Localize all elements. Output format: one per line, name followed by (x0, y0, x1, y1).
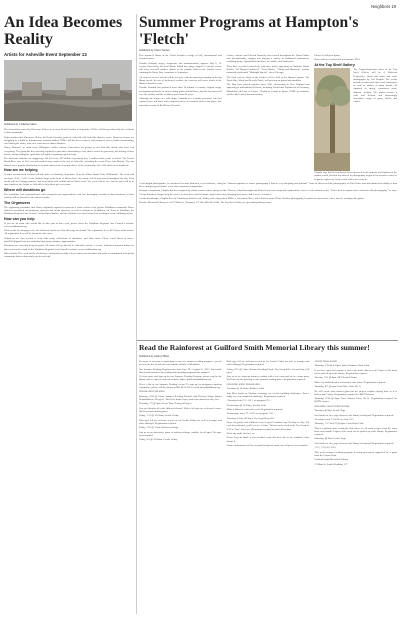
bottom-article (139, 343, 397, 467)
bottom-paragraph: Friday, 8/15 @ 11am: Summer Reading Finale: Toy Swap & Ice Cream Party (All ages) (226, 367, 310, 374)
section-divider (137, 340, 398, 341)
bottom-paragraph: Thursday, 8/7 @ 6pm: Paint Nite: Glass (Pt 1) (314, 385, 361, 389)
tree-photo (314, 68, 350, 171)
bottom-paragraph: Saturdays @ 9am: Gentle Yoga (314, 437, 346, 441)
right-article-columns (139, 54, 397, 182)
bottom-article-title: Read the Rainforest at Guilford Smith Memorial Library this summer! (139, 343, 370, 352)
bottom-paragraph: Tuesdays @ 10:30am: Builder's Club (226, 387, 265, 391)
bottom-paragraph: This is a potluck style cookbook club where we all make recipes from the same book each month. Copies of the book can be picked up at the library. Registration required. (314, 426, 398, 437)
bottom-column-3 (314, 360, 397, 467)
right-paragraph: Claudia Schmidt, singer, songwriter and instrumentalist, appears July 6, 11. Avenue Dow-nieby, the local Rhode Island duo, plays August 15 and the season will close out with another edition of the popular Bach in the Garden series, featuring the Davis Duo, sometime in September. (139, 61, 222, 75)
bottom-paragraph: Tuesdays in July (all day): Toy Swap Drop Off (226, 416, 274, 420)
left-paragraph: Nancy Bimmell, an artist from Willington, rallied eastern Connecticut art groups to aid Asheville artists who have lost everything. The group has been meeting regularly to plan this extraordinary event, that is rooted in generosity, the sharing of their talents, and providing the spark that will ignite community spirit to help. (4, 146, 134, 156)
bottom-paragraph: -Tuesdays from 7/1 - 8/12, no program 7/15 (226, 399, 271, 403)
bottom-paragraph: Tuesdays @ 9am: Gentle Yoga (314, 409, 346, 413)
right-paragraph: The Duo have played together since 2001, performing in New England and appearing in international festivals, including Gucheldorf Zapfstreich in Germany, Mandolines & Luné in France, Ciudad de Cristal in Spain, FAMF in Australia, and the 4th Festival Internacional de (226, 83, 310, 96)
right-article-title: Summer Programs at Hampton's 'Fletch' (139, 14, 359, 48)
bottom-paragraph: Join us for an interactive game of rainforest bingo, suitable for all ages! No sign-up is required. (139, 430, 222, 437)
bottom-article-columns (139, 360, 397, 467)
bottom-paragraph: This year's summer reading program is being generously supported by a grant from the Pequot Trust. (314, 450, 398, 457)
bottom-paragraph: -Tuesdays from 7/1-8/26; no class 7/15 (314, 417, 354, 421)
page-header-neighbors: Neighbors 19 (371, 4, 396, 9)
left-article-caption: Submitted by Catherine Shees (4, 123, 37, 126)
bottom-paragraph: Wednesdays from 7/2 - 8/13; no program 7/16 (226, 412, 273, 416)
bottom-paragraph: Thursday, 7/3 @ 5pm: Peeps Taste Testing (all ages) (139, 402, 192, 406)
right-paragraph: Plectro La Rioja in Spain. (314, 54, 341, 57)
right-article-byline: Submitted by Janice Trecker (139, 49, 170, 52)
right-paragraph: All concerts are free and all will be at 6 p.m. with the musicians playing on the big library porch. In case of inclement weather, the concerts will move inside to the library's function room. (139, 75, 222, 85)
left-heading-how-help: How can you help (4, 216, 35, 221)
bottom-column-2 (227, 360, 310, 467)
bottom-paragraph: Kids ages 2-6 are welcome to join us for Foodie Friday (as well as younger and older siblings)! Registration required. (226, 360, 310, 367)
bottom-paragraph: ONGOING KIDS' PROGRAMS: (226, 382, 261, 386)
right-paragraph: They have recorded extensively with their music appearing on National Public Radio's "All Things Considered," "From Ripley," "Hurdy and Shamrock," and the nationally syndicated "Midnight Special" out of Chicago. (226, 64, 310, 75)
right-paragraph: Perhaps as important, Chaplin has been inspired by classic nature writers and poets like Thoreau, John Burroughs and Robert Frost who eloquently captured the essence of the natural world. "I have tried to capture these moments with photography," he says. "I hope that these images help the viewer to slow down and let nature inspire them also, bringing them peace and a sense of wonder." (139, 189, 397, 196)
left-heading-donations: Where will donations go (4, 187, 46, 192)
right-column-3 (314, 54, 397, 182)
bottom-paragraph: Thursday, 7/24 @ 6:30pm: Spicy Romance Book Club (314, 364, 370, 368)
left-paragraph: If you are an artist who would like to take part in this event, please check the Windham Regional Arts Council's website: www.windhamarts.org (4, 221, 134, 228)
bottom-paragraph: Guilford Smith Memorial Library (314, 458, 349, 462)
bottom-paragraph: Drop off gently used children's toys in good condition any Tuesday in July. For each item donated, you'll receive 1 ticket. Tickets can be used at the Toy Swap on 8/15 to "buy" new toys. (Donations accepted at staff's discretion. (226, 421, 310, 431)
bottom-paragraph: Everyone is welcome to participate in our free summer reading program - you do not need to live in and can read outside outside of Windham! (139, 360, 222, 367)
bottom-paragraph: Friday, 8/1 @ 10:30am: Foodie Friday (139, 438, 178, 442)
bottom-paragraph: We will create faux stained glass but the project requires drying time so it is broken into 2 parts. Registration required for BOTH classes. (314, 389, 398, 396)
bottom-paragraph: Our Summer Reading Program runs from June 28 - August 15, 2025. Earn raffle tickets and incentives by reading and attending programs this summer! (139, 367, 222, 374)
right-paragraph: Although she began as a folk singer, Schmidt is a versatile performer who has explored jazz and blues and composed pieces for musical theater and plays. She currently records on Red House Records. (139, 97, 222, 107)
left-paragraph: The organizing committee that Nancy originally organized represents a cross section of the greater Windham community. Bruce John has assembled entertainment, sponsors and media sponsors, as well as volunteers. In addition, the Town of Windham, the Windham Regional Arts Council, Artists Open Studios, and the Ashford Area Arts Council are working to send exhibiting artists. (4, 205, 134, 215)
right-column-2 (227, 54, 310, 182)
left-article-title: An Idea Becomes Reality (4, 14, 123, 48)
bottom-paragraph: Join us as we wrap up summer reading with a toy swap and an ice cream party. We'll also do the drawing for the summer reading prizes. Registration required. (226, 375, 310, 382)
left-paragraph: The committee has communicated with non-profit arts organizations, and has thoroughly considered that donations in their entirety will be directed to the affected artists. (4, 192, 134, 199)
left-paragraph: Volunteers are also needed to help with setup, collections of donations, and other tasks. Please email Bruce at bruce-john2051@gmail.com for individual and group volunteer opportunities. (4, 236, 134, 244)
bottom-paragraph: Join Miss Sarah on Tuesday mornings for weekly building challenges. Turn a fudge for each completed challenge! Registration required. (226, 391, 310, 398)
right-paragraph: Claudia Schmidt has produced more than 16 albums of mostly original songs, accompanying herself on twelve-string guitar and dulcimer, and she has toured all over the country and the world for more than 45 years. (139, 86, 222, 96)
right-paragraph: A self-taught photographer, he mentions Freeman Patterson, as an influence, citing his "abstract approach to nature photography I find so very intriguing and spiritual." Later he discovered the photography of Eliot Porter and and admired his ability to turn the seemingly typical nature scene into a dynamic composition. (139, 181, 397, 189)
bottom-paragraph: Kids ages 2-6 are welcome to join us for Foodie Friday (as well as younger and older siblings)! Registration required. (139, 418, 222, 425)
bottom-paragraph: ONGOING ADULT PROGRAMS: (314, 404, 350, 408)
left-heading-organizers: The Organizers (4, 200, 31, 205)
left-article (4, 14, 134, 260)
bottom-paragraph: Friday, 7/25 @ 11am: Rainforest Bingo (139, 426, 179, 430)
right-heading-top-shelf: At the Top Shelf Gallery (314, 63, 355, 68)
bottom-paragraph: Here's a list of our Summer Reading events. To sign up for programs requiring registration, please call the library at 860-423-5159 or email sbrrya@bibliary.org. (139, 382, 222, 389)
bottom-paragraph: Visit: any audit, hid-nes, etc. (226, 431, 256, 435)
right-paragraph: Done and tone of this final performance TBA. (314, 58, 361, 62)
left-paragraph: The devastation caused by Hurricane Helene in western North Carolina in September 2024 is still being endured by the residents of that community. (4, 128, 134, 135)
bottom-paragraph: Make a different craft each week! Registration required. (226, 407, 283, 411)
right-paragraph: Aubrey Atwater and Elwood Donnelly have toured throughout the United States and internationally, singing and playing a variety of traditional instruments, including banjo, Appalachian dulcimer, tin whistle, and limberjack. (226, 54, 310, 64)
tree-photo-image (314, 68, 350, 171)
bottom-paragraph: Tuesday, 7/31 @ 6pm: DIY Beaded Plants (314, 376, 357, 380)
bottom-paragraph: -7/12, 7/19, 8/2, 8/16 (314, 446, 336, 450)
bottom-paragraph: Join Sarah for free yoga classes in the library's backyard! Registration required. (314, 441, 394, 445)
right-paragraph: Fletcher Memorial Library is at 257 Main St., Hampton, CT. Info 860-455-1086. The Top Shelf Gallery is open during library hours. (139, 201, 272, 205)
bottom-paragraph: If you love spicy hot romances, this is the book club for you! Copies of the book can be picked up at the library. Registration required. (314, 368, 398, 375)
left-heading-helping: How are we helping (4, 168, 38, 173)
left-paragraph: Click on the Events page to see the dedicated Artists for Asheville page for details. The registration fee is $55.00 per artist station. All registration fees will be donated to the cause. (4, 229, 134, 236)
bottom-paragraph: Friday, 7/11 @ 10:30am: Foodie Friday (139, 414, 179, 418)
bottom-paragraph: Thursday, 7/17 & 8/21 @ 6pm: Cook Book Club (314, 422, 364, 426)
hurricane-flood-photo (4, 60, 132, 121)
right-column-1 (139, 54, 222, 182)
bottom-paragraph: Games and puzzles will be accepted but please make sure all pieces are included. (226, 443, 308, 447)
left-paragraph: Eight months after Hurricane Helene hit North Carolina, parts of Asheville still look like disaster zones. Business owners are struggling to rebuild as infrastructure remains stalled, FEMA aid has been reduced, and proposed cuts to public broadcasting, vital during the storm, raise new concerns for future disasters. (4, 135, 134, 145)
bottom-paragraph: To learn more and sign up for our Summer Reading Program, please stop by the library and see staff or visit our website: https://guilfordsmithlibrary.org. (139, 375, 222, 382)
right-paragraph: The August-September show at the Top Shelf Gallery will be A Different Perspective, black and white and color photographs by Jeff Chaplin. The works include wooded and other rural landscapes as well as studies of plant details, all captured in strong, sometimes semi-abstract, designs. The photos feature a wide and delicate and surprisingly descriptive range of grays, blacks and whites. (353, 68, 398, 104)
bottom-paragraph: Saturday, 6/28 @ 10am: Summer Reading Kickoff with Horizon Wings Raptor Rehabilitation (All ages) - Meet live birds of prey and learn about how they live. (139, 394, 222, 401)
bottom-paragraph: ADULT PROGRAMS (314, 360, 337, 363)
bottom-paragraph: 17 Main St, South Windham, CT (314, 462, 348, 466)
left-paragraph: The hurricane statistics are staggering: 104 lives lost, $53 billion in property loss, 3 million cubic yards of debris. The French Broad River rose to 24.5 feet and washed away much of the city of Asheville, including the iconic River Arts District. The arts district was a popular destination for tourists and was an economic driver of the community. Over 300 artists were displaced. (4, 157, 134, 167)
right-paragraph: This summer's Music at the Fletch includes a range of folk, international and classical music. (139, 54, 222, 61)
flood-photo-image (4, 60, 132, 121)
bottom-column-1 (139, 360, 222, 467)
left-paragraph: Donations are currently being accepted. All funds will go directly to Asheville's artists. A secure, dedicated donation button for this event can be found on the Windham Regional Arts Council's website: www.windhamarts.org (4, 244, 134, 251)
right-paragraph: A retired landscaper, Chaplin lives in Canterbury with his wife, Kathy, and a dog named Millie, a cat named Olive, and a chicken named Fluff. Besides photography, he paints in watercolors, hikes, travels, and plays the guitar. (139, 197, 365, 201)
left-paragraph: Other details: The event will be alcohol-free and family friendly. Please mark your calendars and make a commitment to help this community that so desperately needs our help! (4, 252, 134, 259)
bottom-paragraph: Join Sarah for free yoga classes in the library's backyard! Registration required. (314, 413, 394, 417)
right-paragraph: Chaplin says that he has always been interested in the patterns and rhythms of the natural world, but that his interest in photography began in his twenties when he began to explore the local woods with a new camera. (314, 171, 398, 181)
right-paragraph: The final concert, Bach in the Garden will be held in the library's garden. The Davis Duo, Mark and Beverly Davis, will perform on guitar and mandolin. (226, 75, 310, 82)
left-paragraph: A major art and music festival will take place on Saturday, September 13 in the Jillson Square Park, Willimantic. The event will run from 11:00 – 5:00. As the Shaboo Stage is the heart of Jillson Park, live music will be performed throughout the day. Food trucks will feed hungry patrons, and local artists will exhibit and sell their work. The event will be free, but the goal will be to raise funds for the Artists of Asheville to help them get a new start. (4, 173, 134, 186)
bottom-paragraph: Wednesdays @ 10:30am: Weekly Craft (226, 403, 267, 407)
bottom-paragraph: Make a beautiful beaded succulent to take home! Registration required. (314, 380, 386, 384)
right-article (139, 14, 397, 206)
bottom-paragraph: Thursday, 8/14 @ 6pm: Faux Stained Glass (Pt 2). Registration required for BOTH classes. (314, 397, 398, 404)
bottom-paragraph: Can you identify all of the different flavors? Kids of all ages are welcome to taste-flat Peeps taste-testing party! (139, 406, 222, 413)
bottom-paragraph: PROGRAMS FOR KIDS (139, 390, 165, 394)
left-article-subtitle: Artists for Asheville Event September 13 (4, 52, 87, 57)
bottom-article-byline: Submitted by Aubrey Hines (139, 355, 169, 358)
bottom-paragraph: Please keep in mind: if you wouldn't want this item due to its condition, don't donate it. (226, 436, 310, 443)
